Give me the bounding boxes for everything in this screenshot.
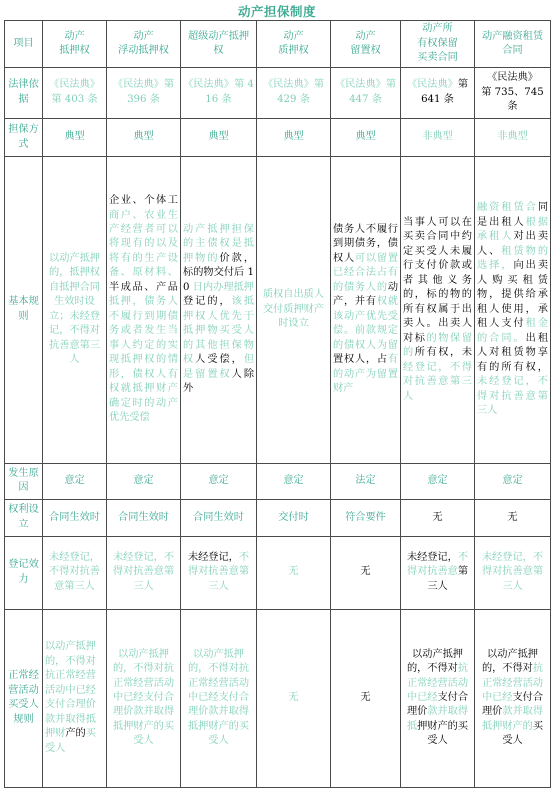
table-cell: 典型 (257, 118, 331, 157)
row-header: 发生原因 (5, 463, 43, 500)
table-cell: 以动产抵押的，不得对抗正常经营活动中已经支付合理价款并取得抵押财产的买受人 (475, 609, 551, 788)
table-cell: 意定 (43, 463, 107, 500)
row-header: 担保方式 (5, 118, 43, 157)
col-header: 动产 留置权 (331, 21, 401, 68)
row-header: 基本规则 (5, 157, 43, 463)
table-cell: 非典型 (475, 118, 551, 157)
col-header: 动产 浮动抵押权 (107, 21, 181, 68)
table-cell: 《民法典》第 447 条 (331, 68, 401, 119)
table-row (5, 536, 551, 609)
header-row (5, 21, 551, 68)
table-row (5, 463, 551, 500)
row-header: 正常经营活动买受人规则 (5, 609, 43, 788)
table-cell: 以动产抵押的，不得对抗正常经营活动中已经支付合理价款并取得抵押财产的买受人 (107, 609, 181, 788)
row-header: 权利设立 (5, 500, 43, 537)
table-cell: 符合要件 (331, 500, 401, 537)
col-header: 动产融资租赁 合同 (475, 21, 551, 68)
table-cell: 交付时 (257, 500, 331, 537)
table-cell: 无 (331, 609, 401, 788)
row-header: 法律依据 (5, 68, 43, 119)
table-cell: 典型 (43, 118, 107, 157)
table-cell: 融资租赁合同是出租人根据承租人对出卖人、租赁物的选择，向出卖人购买租赁物，提供给承租人使用，承租人支付租金的合同。出租人对租赁物享有的所有权，未经登记，不得对抗善意第三人 (475, 157, 551, 463)
table-cell: 合同生效时 (107, 500, 181, 537)
table-cell: 典型 (331, 118, 401, 157)
page-title: 动产担保制度 (237, 4, 316, 19)
table-cell: 未经登记，不得对抗善意第三人 (181, 536, 257, 609)
table-cell: 无 (401, 500, 475, 537)
table-row (5, 609, 551, 788)
row-header: 登记效力 (5, 536, 43, 609)
table-row (5, 500, 551, 537)
table-cell: 以动产抵押的，抵押权自抵押合同生效时设立；未经登记，不得对抗善意第三人 (43, 157, 107, 463)
table-cell: 典型 (107, 118, 181, 157)
table-cell: 合同生效时 (43, 500, 107, 537)
table-cell: 非典型 (401, 118, 475, 157)
col-header: 项目 (5, 21, 43, 68)
table-cell: 以动产抵押的，不得对抗正常经营活动中已经支付合理价款并取得抵押财产的买受人 (43, 609, 107, 788)
table-cell: 未经登记，不得对抗善意第三人 (401, 536, 475, 609)
table-cell: 未经登记，不得对抗善意第三人 (107, 536, 181, 609)
table-cell: 债务人不履行到期债务，债权人可以留置已经合法占有的债务人的动产，并有权就该动产优先受偿。前款规定的债权人为留置权人，占有的动产为留置财产 (331, 157, 401, 463)
table-cell: 《民法典》第 403 条 (43, 68, 107, 119)
table-cell: 《民法典》第 396 条 (107, 68, 181, 119)
table-cell: 无 (257, 536, 331, 609)
col-header: 动产所 有权保留 买卖合同 (401, 21, 475, 68)
table-row (5, 157, 551, 463)
table-cell: 以动产抵押的，不得对抗正常经营活动中已经支付合理价款并取得抵押财产的买受人 (401, 609, 475, 788)
table-cell: 无 (475, 500, 551, 537)
table-cell: 未经登记，不得对抗善意第三人 (43, 536, 107, 609)
table-cell: 以动产抵押的，不得对抗正常经营活动中已经支付合理价款并取得抵押财产的买受人 (181, 609, 257, 788)
table-cell: 意定 (257, 463, 331, 500)
table-cell: 《民法典》第 416 条 (181, 68, 257, 119)
table-cell: 《民法典》第 641 条 (401, 68, 475, 119)
table-cell: 意定 (401, 463, 475, 500)
table-cell: 《民法典》第 429 条 (257, 68, 331, 119)
table-cell: 无 (331, 536, 401, 609)
table-cell: 合同生效时 (181, 500, 257, 537)
table-cell: 质权自出质人交付质押财产时设立 (257, 157, 331, 463)
table-cell: 无 (257, 609, 331, 788)
table-cell: 《民法典》 第 735、745 条 (475, 68, 551, 119)
table-cell: 意定 (181, 463, 257, 500)
table-cell: 意定 (475, 463, 551, 500)
table-row (5, 68, 551, 119)
col-header: 超级动产抵押 权 (181, 21, 257, 68)
guarantee-comparison-table (4, 20, 551, 788)
col-header: 动产 质押权 (257, 21, 331, 68)
table-cell: 企业、个体工商户、农业生产经营者可以将现有的以及将有的生产设备、原材料、半成品、产品抵押，债务人不履行到期债务或者发生当事人约定的实现抵押权的情形，债权人有权就抵押财产确定时的动产优先受偿 (107, 157, 181, 463)
table-cell: 典型 (181, 118, 257, 157)
table-row (5, 118, 551, 157)
col-header: 动产 抵押权 (43, 21, 107, 68)
table-cell: 未经登记，不得对抗善意第三人 (475, 536, 551, 609)
table-cell: 动产抵押担保的主债权是抵押物的价款，标的物交付后 10 日内办理抵押登记的，该抵押权人优先于抵押物买受人的其他担保物权人受偿，但是留置权人除外 (181, 157, 257, 463)
table-cell: 法定 (331, 463, 401, 500)
table-cell: 意定 (107, 463, 181, 500)
table-cell: 当事人可以在买卖合同中约定买受人未履行支付价款或者其他义务的，标的物的所有权属于出卖人。出卖人对标的物保留的所有权，未经登记，不得对抗善意第三人 (401, 157, 475, 463)
